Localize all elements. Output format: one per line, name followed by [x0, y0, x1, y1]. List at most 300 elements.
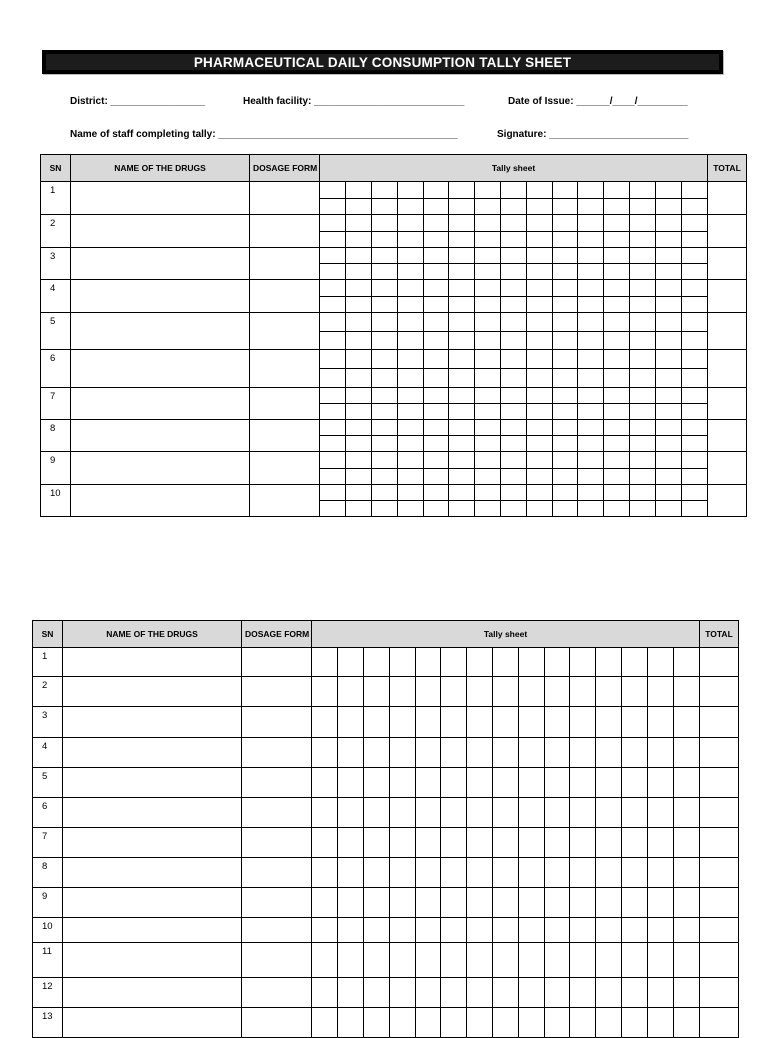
tally-mark-cell[interactable] [449, 248, 475, 264]
tally-mark-cell[interactable] [681, 404, 707, 420]
tally-mark-cell[interactable] [423, 388, 449, 404]
tally-mark-cell[interactable] [501, 280, 527, 296]
tally-mark-cell[interactable] [578, 369, 604, 388]
tally-mark-cell[interactable] [570, 648, 596, 676]
total-cell[interactable] [708, 485, 747, 517]
tally-mark-cell[interactable] [475, 248, 501, 264]
tally-mark-cell[interactable] [596, 943, 622, 977]
tally-mark-cell[interactable] [372, 280, 398, 296]
total-cell[interactable] [700, 677, 739, 707]
tally-mark-cell[interactable] [604, 313, 630, 331]
tally-mark-cell[interactable] [441, 798, 467, 827]
tally-mark-cell[interactable] [312, 828, 338, 857]
tally-mark-cell[interactable] [501, 369, 527, 388]
tally-mark-cell[interactable] [655, 182, 681, 198]
tally-mark-cell[interactable] [320, 468, 346, 484]
total-cell[interactable] [708, 313, 747, 350]
tally-mark-cell[interactable] [630, 198, 656, 214]
tally-mark-cell[interactable] [544, 943, 570, 977]
tally-mark-cell[interactable] [570, 858, 596, 887]
tally-mark-cell[interactable] [673, 918, 699, 942]
tally-mark-cell[interactable] [630, 388, 656, 404]
tally-mark-cell[interactable] [493, 858, 519, 887]
tally-mark-cell[interactable] [441, 1008, 467, 1037]
tally-mark-cell[interactable] [604, 404, 630, 420]
tally-mark-cell[interactable] [346, 485, 372, 501]
tally-mark-cell[interactable] [526, 388, 552, 404]
dosage-form-cell[interactable] [242, 828, 312, 858]
tally-mark-cell[interactable] [552, 331, 578, 349]
tally-mark-cell[interactable] [526, 369, 552, 388]
tally-mark-cell[interactable] [604, 215, 630, 231]
tally-mark-cell[interactable] [526, 296, 552, 312]
tally-mark-cell[interactable] [544, 707, 570, 737]
tally-mark-cell[interactable] [518, 707, 544, 737]
tally-mark-cell[interactable] [364, 978, 390, 1007]
tally-mark-cell[interactable] [655, 215, 681, 231]
tally-mark-cell[interactable] [630, 350, 656, 369]
tally-mark-cell[interactable] [493, 978, 519, 1007]
tally-mark-cell[interactable] [397, 264, 423, 280]
tally-mark-cell[interactable] [372, 388, 398, 404]
tally-mark-cell[interactable] [526, 501, 552, 517]
tally-mark-cell[interactable] [622, 738, 648, 767]
tally-mark-cell[interactable] [518, 677, 544, 706]
tally-mark-cell[interactable] [346, 468, 372, 484]
tally-mark-cell[interactable] [544, 858, 570, 887]
tally-mark-cell[interactable] [630, 215, 656, 231]
drug-name-cell[interactable] [71, 452, 250, 485]
tally-mark-cell[interactable] [552, 296, 578, 312]
tally-mark-cell[interactable] [544, 978, 570, 1007]
dosage-form-cell[interactable] [242, 888, 312, 918]
drug-name-cell[interactable] [63, 888, 242, 918]
tally-mark-cell[interactable] [475, 485, 501, 501]
drug-name-cell[interactable] [71, 215, 250, 248]
tally-mark-cell[interactable] [441, 768, 467, 797]
tally-mark-cell[interactable] [449, 264, 475, 280]
tally-mark-cell[interactable] [338, 1008, 364, 1037]
tally-mark-cell[interactable] [475, 296, 501, 312]
tally-mark-cell[interactable] [389, 888, 415, 917]
tally-mark-cell[interactable] [604, 350, 630, 369]
tally-mark-cell[interactable] [441, 707, 467, 737]
drug-name-cell[interactable] [63, 648, 242, 677]
tally-mark-cell[interactable] [493, 738, 519, 767]
tally-mark-cell[interactable] [372, 296, 398, 312]
tally-mark-cell[interactable] [518, 1008, 544, 1037]
tally-mark-cell[interactable] [655, 280, 681, 296]
tally-mark-cell[interactable] [346, 215, 372, 231]
tally-mark-cell[interactable] [518, 943, 544, 977]
total-cell[interactable] [708, 452, 747, 485]
tally-mark-cell[interactable] [364, 918, 390, 942]
tally-mark-cell[interactable] [596, 1008, 622, 1037]
tally-mark-cell[interactable] [467, 888, 493, 917]
tally-mark-cell[interactable] [338, 888, 364, 917]
dosage-form-cell[interactable] [250, 248, 320, 280]
tally-mark-cell[interactable] [578, 248, 604, 264]
tally-mark-cell[interactable] [552, 436, 578, 452]
tally-mark-cell[interactable] [389, 677, 415, 706]
tally-mark-cell[interactable] [493, 677, 519, 706]
tally-mark-cell[interactable] [320, 182, 346, 198]
tally-mark-cell[interactable] [449, 404, 475, 420]
tally-mark-cell[interactable] [526, 404, 552, 420]
tally-mark-cell[interactable] [346, 420, 372, 436]
tally-mark-cell[interactable] [526, 215, 552, 231]
dosage-form-cell[interactable] [250, 388, 320, 420]
tally-mark-cell[interactable] [441, 918, 467, 942]
tally-mark-cell[interactable] [630, 182, 656, 198]
tally-mark-cell[interactable] [346, 404, 372, 420]
tally-mark-cell[interactable] [578, 501, 604, 517]
tally-mark-cell[interactable] [570, 978, 596, 1007]
tally-mark-cell[interactable] [320, 231, 346, 247]
tally-mark-cell[interactable] [415, 858, 441, 887]
tally-mark-cell[interactable] [372, 313, 398, 331]
drug-name-cell[interactable] [63, 918, 242, 943]
tally-mark-cell[interactable] [501, 436, 527, 452]
tally-mark-cell[interactable] [320, 369, 346, 388]
tally-mark-cell[interactable] [372, 350, 398, 369]
tally-mark-cell[interactable] [578, 280, 604, 296]
tally-mark-cell[interactable] [397, 485, 423, 501]
tally-mark-cell[interactable] [372, 182, 398, 198]
tally-mark-cell[interactable] [397, 331, 423, 349]
dosage-form-cell[interactable] [242, 943, 312, 978]
tally-mark-cell[interactable] [647, 943, 673, 977]
total-cell[interactable] [700, 828, 739, 858]
total-cell[interactable] [700, 1008, 739, 1038]
tally-mark-cell[interactable] [338, 677, 364, 706]
tally-mark-cell[interactable] [372, 485, 398, 501]
tally-mark-cell[interactable] [578, 198, 604, 214]
tally-mark-cell[interactable] [501, 296, 527, 312]
tally-mark-cell[interactable] [320, 198, 346, 214]
total-cell[interactable] [700, 707, 739, 738]
tally-mark-cell[interactable] [501, 350, 527, 369]
tally-mark-cell[interactable] [622, 768, 648, 797]
tally-mark-cell[interactable] [604, 485, 630, 501]
tally-mark-cell[interactable] [372, 468, 398, 484]
tally-mark-cell[interactable] [526, 264, 552, 280]
tally-mark-cell[interactable] [397, 182, 423, 198]
dosage-form-cell[interactable] [250, 182, 320, 215]
tally-mark-cell[interactable] [630, 452, 656, 468]
tally-mark-cell[interactable] [673, 768, 699, 797]
tally-mark-cell[interactable] [338, 707, 364, 737]
tally-mark-cell[interactable] [372, 404, 398, 420]
tally-mark-cell[interactable] [441, 858, 467, 887]
dosage-form-cell[interactable] [250, 350, 320, 388]
tally-mark-cell[interactable] [389, 648, 415, 676]
tally-mark-cell[interactable] [681, 436, 707, 452]
tally-mark-cell[interactable] [604, 452, 630, 468]
tally-mark-cell[interactable] [655, 198, 681, 214]
tally-mark-cell[interactable] [655, 231, 681, 247]
tally-mark-cell[interactable] [526, 468, 552, 484]
tally-mark-cell[interactable] [493, 648, 519, 676]
tally-mark-cell[interactable] [655, 420, 681, 436]
tally-mark-cell[interactable] [681, 264, 707, 280]
tally-mark-cell[interactable] [338, 943, 364, 977]
tally-mark-cell[interactable] [647, 858, 673, 887]
tally-mark-cell[interactable] [596, 707, 622, 737]
tally-mark-cell[interactable] [673, 858, 699, 887]
tally-mark-cell[interactable] [441, 978, 467, 1007]
tally-mark-cell[interactable] [526, 452, 552, 468]
tally-mark-cell[interactable] [312, 1008, 338, 1037]
tally-mark-cell[interactable] [552, 388, 578, 404]
tally-mark-cell[interactable] [397, 280, 423, 296]
tally-mark-cell[interactable] [578, 452, 604, 468]
total-cell[interactable] [700, 768, 739, 798]
tally-mark-cell[interactable] [501, 182, 527, 198]
tally-mark-cell[interactable] [312, 707, 338, 737]
tally-mark-cell[interactable] [552, 231, 578, 247]
tally-mark-cell[interactable] [518, 798, 544, 827]
drug-name-cell[interactable] [63, 677, 242, 707]
tally-mark-cell[interactable] [596, 918, 622, 942]
tally-mark-cell[interactable] [423, 468, 449, 484]
tally-mark-cell[interactable] [320, 215, 346, 231]
tally-mark-cell[interactable] [389, 738, 415, 767]
tally-mark-cell[interactable] [501, 452, 527, 468]
tally-mark-cell[interactable] [655, 452, 681, 468]
tally-mark-cell[interactable] [526, 198, 552, 214]
tally-mark-cell[interactable] [655, 369, 681, 388]
tally-mark-cell[interactable] [647, 738, 673, 767]
tally-mark-cell[interactable] [570, 738, 596, 767]
tally-mark-cell[interactable] [338, 768, 364, 797]
tally-mark-cell[interactable] [467, 978, 493, 1007]
tally-mark-cell[interactable] [552, 264, 578, 280]
drug-name-cell[interactable] [71, 248, 250, 280]
tally-mark-cell[interactable] [647, 707, 673, 737]
tally-mark-cell[interactable] [647, 648, 673, 676]
tally-mark-cell[interactable] [372, 331, 398, 349]
dosage-form-cell[interactable] [250, 280, 320, 313]
tally-mark-cell[interactable] [372, 215, 398, 231]
tally-mark-cell[interactable] [312, 978, 338, 1007]
drug-name-cell[interactable] [71, 388, 250, 420]
tally-mark-cell[interactable] [320, 388, 346, 404]
tally-mark-cell[interactable] [346, 296, 372, 312]
tally-mark-cell[interactable] [681, 313, 707, 331]
tally-mark-cell[interactable] [501, 264, 527, 280]
tally-mark-cell[interactable] [578, 420, 604, 436]
tally-mark-cell[interactable] [604, 420, 630, 436]
tally-mark-cell[interactable] [397, 313, 423, 331]
tally-mark-cell[interactable] [320, 485, 346, 501]
tally-mark-cell[interactable] [655, 248, 681, 264]
tally-mark-cell[interactable] [596, 798, 622, 827]
tally-mark-cell[interactable] [423, 501, 449, 517]
tally-mark-cell[interactable] [493, 768, 519, 797]
tally-mark-cell[interactable] [518, 828, 544, 857]
tally-mark-cell[interactable] [544, 798, 570, 827]
tally-mark-cell[interactable] [604, 468, 630, 484]
tally-mark-cell[interactable] [364, 943, 390, 977]
tally-mark-cell[interactable] [449, 485, 475, 501]
tally-mark-cell[interactable] [570, 918, 596, 942]
tally-mark-cell[interactable] [552, 501, 578, 517]
tally-mark-cell[interactable] [312, 918, 338, 942]
tally-mark-cell[interactable] [673, 798, 699, 827]
tally-mark-cell[interactable] [441, 943, 467, 977]
tally-mark-cell[interactable] [449, 501, 475, 517]
tally-mark-cell[interactable] [655, 296, 681, 312]
tally-mark-cell[interactable] [552, 182, 578, 198]
tally-mark-cell[interactable] [647, 677, 673, 706]
tally-mark-cell[interactable] [552, 485, 578, 501]
tally-mark-cell[interactable] [441, 738, 467, 767]
tally-mark-cell[interactable] [423, 485, 449, 501]
tally-mark-cell[interactable] [397, 350, 423, 369]
tally-mark-cell[interactable] [604, 436, 630, 452]
tally-mark-cell[interactable] [372, 198, 398, 214]
tally-mark-cell[interactable] [655, 404, 681, 420]
tally-mark-cell[interactable] [604, 231, 630, 247]
tally-mark-cell[interactable] [372, 264, 398, 280]
total-cell[interactable] [708, 182, 747, 215]
tally-mark-cell[interactable] [475, 388, 501, 404]
tally-mark-cell[interactable] [389, 943, 415, 977]
tally-mark-cell[interactable] [475, 280, 501, 296]
tally-mark-cell[interactable] [681, 331, 707, 349]
tally-mark-cell[interactable] [346, 436, 372, 452]
tally-mark-cell[interactable] [423, 182, 449, 198]
tally-mark-cell[interactable] [604, 280, 630, 296]
dosage-form-cell[interactable] [242, 918, 312, 943]
dosage-form-cell[interactable] [250, 420, 320, 452]
tally-mark-cell[interactable] [449, 296, 475, 312]
tally-mark-cell[interactable] [338, 978, 364, 1007]
tally-mark-cell[interactable] [449, 231, 475, 247]
tally-mark-cell[interactable] [578, 388, 604, 404]
tally-mark-cell[interactable] [415, 918, 441, 942]
tally-mark-cell[interactable] [552, 215, 578, 231]
total-cell[interactable] [708, 350, 747, 388]
tally-mark-cell[interactable] [346, 264, 372, 280]
tally-mark-cell[interactable] [518, 978, 544, 1007]
tally-mark-cell[interactable] [475, 468, 501, 484]
tally-mark-cell[interactable] [312, 738, 338, 767]
drug-name-cell[interactable] [63, 798, 242, 828]
tally-mark-cell[interactable] [415, 888, 441, 917]
tally-mark-cell[interactable] [681, 501, 707, 517]
tally-mark-cell[interactable] [526, 350, 552, 369]
tally-mark-cell[interactable] [389, 768, 415, 797]
tally-mark-cell[interactable] [596, 888, 622, 917]
tally-mark-cell[interactable] [423, 248, 449, 264]
tally-mark-cell[interactable] [622, 918, 648, 942]
tally-mark-cell[interactable] [681, 182, 707, 198]
tally-mark-cell[interactable] [372, 501, 398, 517]
total-cell[interactable] [700, 888, 739, 918]
drug-name-cell[interactable] [71, 420, 250, 452]
drug-name-cell[interactable] [71, 182, 250, 215]
drug-name-cell[interactable] [63, 707, 242, 738]
tally-mark-cell[interactable] [389, 978, 415, 1007]
tally-mark-cell[interactable] [544, 1008, 570, 1037]
tally-mark-cell[interactable] [552, 248, 578, 264]
tally-mark-cell[interactable] [312, 768, 338, 797]
tally-mark-cell[interactable] [346, 198, 372, 214]
tally-mark-cell[interactable] [596, 828, 622, 857]
tally-mark-cell[interactable] [622, 798, 648, 827]
tally-mark-cell[interactable] [397, 296, 423, 312]
tally-mark-cell[interactable] [647, 888, 673, 917]
tally-mark-cell[interactable] [320, 452, 346, 468]
tally-mark-cell[interactable] [673, 888, 699, 917]
tally-mark-cell[interactable] [681, 280, 707, 296]
tally-mark-cell[interactable] [475, 264, 501, 280]
tally-mark-cell[interactable] [544, 828, 570, 857]
tally-mark-cell[interactable] [570, 828, 596, 857]
tally-mark-cell[interactable] [681, 296, 707, 312]
tally-mark-cell[interactable] [604, 369, 630, 388]
tally-mark-cell[interactable] [544, 888, 570, 917]
total-cell[interactable] [708, 280, 747, 313]
tally-mark-cell[interactable] [622, 707, 648, 737]
tally-mark-cell[interactable] [312, 648, 338, 676]
total-cell[interactable] [700, 943, 739, 978]
tally-mark-cell[interactable] [622, 828, 648, 857]
tally-mark-cell[interactable] [449, 313, 475, 331]
tally-mark-cell[interactable] [320, 296, 346, 312]
tally-mark-cell[interactable] [423, 331, 449, 349]
tally-mark-cell[interactable] [552, 369, 578, 388]
tally-mark-cell[interactable] [467, 648, 493, 676]
tally-mark-cell[interactable] [630, 501, 656, 517]
tally-mark-cell[interactable] [630, 231, 656, 247]
drug-name-cell[interactable] [71, 485, 250, 517]
tally-mark-cell[interactable] [397, 468, 423, 484]
tally-mark-cell[interactable] [578, 350, 604, 369]
tally-mark-cell[interactable] [578, 404, 604, 420]
tally-mark-cell[interactable] [578, 231, 604, 247]
tally-mark-cell[interactable] [501, 231, 527, 247]
tally-mark-cell[interactable] [397, 404, 423, 420]
tally-mark-cell[interactable] [578, 296, 604, 312]
tally-mark-cell[interactable] [415, 768, 441, 797]
drug-name-cell[interactable] [71, 280, 250, 313]
tally-mark-cell[interactable] [449, 198, 475, 214]
tally-mark-cell[interactable] [544, 648, 570, 676]
tally-mark-cell[interactable] [320, 280, 346, 296]
tally-mark-cell[interactable] [475, 369, 501, 388]
tally-mark-cell[interactable] [320, 420, 346, 436]
tally-mark-cell[interactable] [630, 248, 656, 264]
tally-mark-cell[interactable] [467, 768, 493, 797]
tally-mark-cell[interactable] [501, 485, 527, 501]
tally-mark-cell[interactable] [449, 468, 475, 484]
tally-mark-cell[interactable] [604, 331, 630, 349]
dosage-form-cell[interactable] [250, 215, 320, 248]
tally-mark-cell[interactable] [415, 943, 441, 977]
tally-mark-cell[interactable] [338, 648, 364, 676]
tally-mark-cell[interactable] [441, 648, 467, 676]
tally-mark-cell[interactable] [389, 858, 415, 887]
tally-mark-cell[interactable] [449, 215, 475, 231]
tally-mark-cell[interactable] [578, 182, 604, 198]
tally-mark-cell[interactable] [681, 215, 707, 231]
tally-mark-cell[interactable] [346, 248, 372, 264]
tally-mark-cell[interactable] [346, 280, 372, 296]
tally-mark-cell[interactable] [441, 828, 467, 857]
